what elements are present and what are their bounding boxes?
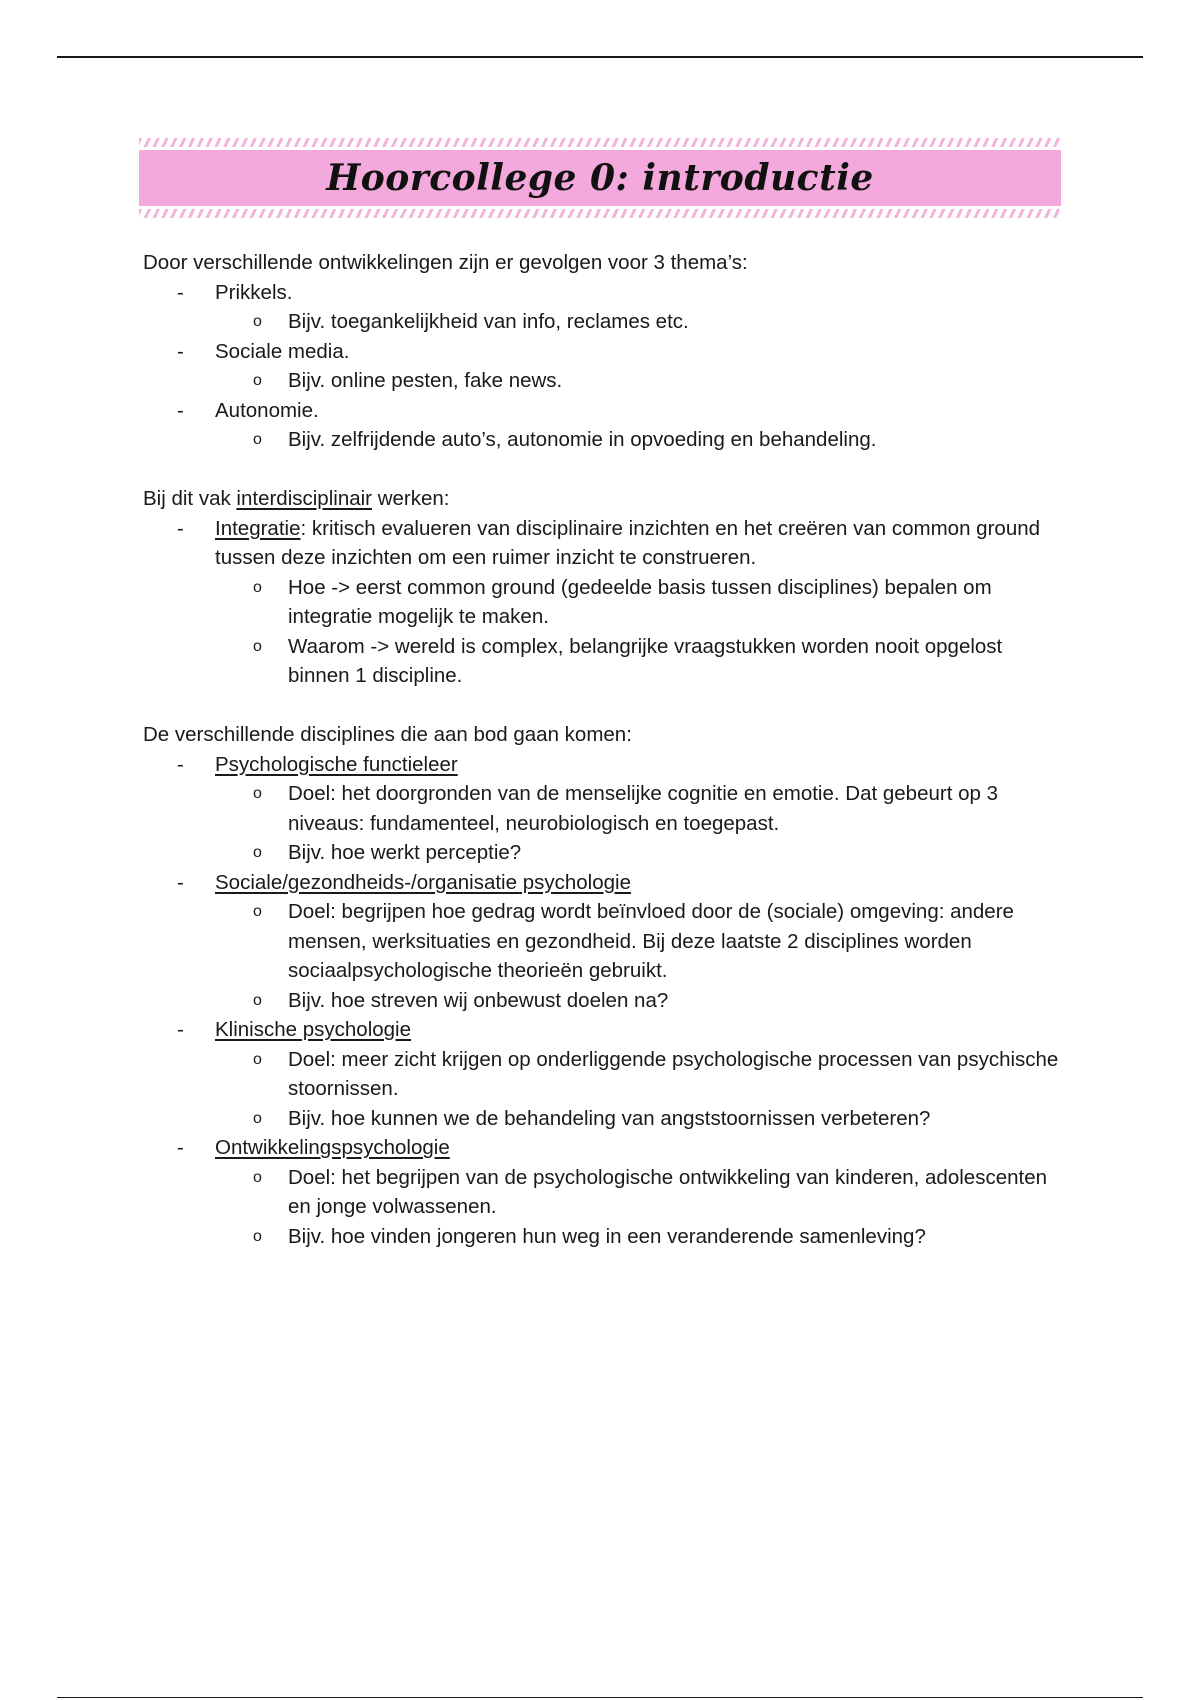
dash-bullet: - (177, 1018, 184, 1041)
title-banner (139, 138, 1061, 218)
sub-list-item: o Waarom -> wereld is complex, belangrijke vraagstukken worden nooit opgelost binnen 1 discipline. (143, 632, 1063, 691)
sub-list-item: o Bijv. hoe werkt perceptie? (143, 838, 1063, 868)
sub-list-item: o Doel: het doorgronden van de menselijke cognitie en emotie. Dat gebeurt op 3 niveaus: fundamenteel, neurobiologisch en toegepast. (143, 779, 1063, 838)
page-title: Hoorcollege 0: introductie (326, 157, 874, 199)
circle-bullet: o (253, 1050, 262, 1068)
dash-bullet: - (177, 870, 184, 894)
list-item: - Prikkels. (143, 278, 1063, 308)
list-item: - Integratie: kritisch evalueren van disciplinaire inzichten en het creëren van common ground tussen deze inzichten om een ruimer inzicht te construeren. (143, 514, 1063, 573)
circle-bullet: o (253, 372, 262, 389)
dash-bullet: - (177, 398, 184, 422)
list-item: - Ontwikkelingspsychologie (143, 1133, 1063, 1163)
section3-intro: De verschillende disciplines die aan bod gaan komen: (143, 723, 632, 746)
banner-band (139, 150, 1061, 206)
dash-bullet: - (177, 752, 184, 776)
sub-list-item: o Bijv. hoe kunnen we de behandeling van angststoornissen verbeteren? (143, 1104, 1063, 1134)
section1-intro: Door verschillende ontwikkelingen zijn er gevolgen voor 3 thema’s: (143, 251, 748, 274)
list-item: - Sociale media. (143, 337, 1063, 367)
list-item: - Psychologische functieleer (143, 750, 1063, 780)
list-item: - Klinische psychologie (143, 1015, 1063, 1045)
banner-hatch-bottom (139, 209, 1061, 218)
circle-bullet: o (253, 637, 262, 655)
header-rule (57, 56, 1143, 58)
sub-list-item: o Bijv. online pesten, fake news. (143, 366, 1063, 396)
sub-list-item: o Doel: meer zicht krijgen op onderliggende psychologische processen van psychische stoornissen. (143, 1045, 1063, 1104)
sub-list-item: o Bijv. toegankelijkheid van info, reclames etc. (143, 307, 1063, 337)
sub-list-item: o Bijv. hoe vinden jongeren hun weg in een veranderende samenleving? (143, 1222, 1063, 1252)
circle-bullet: o (253, 903, 262, 920)
list-item: - Sociale/gezondheids-/organisatie psychologie (143, 868, 1063, 898)
dash-bullet: - (177, 1136, 184, 1159)
circle-bullet: o (253, 313, 262, 330)
dash-bullet: - (177, 516, 184, 540)
section2-intro: Bij dit vak interdisciplinair werken: (143, 487, 450, 510)
circle-bullet: o (253, 991, 262, 1009)
sub-list-item: o Doel: begrijpen hoe gedrag wordt beïnvloed door de (sociale) omgeving: andere mensen, werksituaties en gezondheid. Bij deze laatste 2 disciplines worden sociaalpsychologische theorieën gebruikt. (143, 897, 1063, 986)
circle-bullet: o (253, 1227, 262, 1245)
dash-bullet: - (177, 339, 184, 363)
sub-list-item: o Doel: het begrijpen van de psychologische ontwikkeling van kinderen, adolescenten en jonge volwassenen. (143, 1163, 1063, 1222)
list-item: - Autonomie. (143, 396, 1063, 426)
document-body (143, 248, 1063, 1251)
dash-bullet: - (177, 280, 184, 304)
circle-bullet: o (253, 785, 262, 802)
footer-rule (57, 1697, 1143, 1698)
sub-list-item: o Hoe -> eerst common ground (gedeelde basis tussen disciplines) bepalen om integratie mogelijk te maken. (143, 573, 1063, 632)
circle-bullet: o (253, 1168, 262, 1186)
sub-list-item: o Bijv. hoe streven wij onbewust doelen na? (143, 986, 1063, 1016)
circle-bullet: o (253, 578, 262, 596)
sub-list-item: o Bijv. zelfrijdende auto’s, autonomie in opvoeding en behandeling. (143, 425, 1063, 455)
circle-bullet: o (253, 1109, 262, 1127)
circle-bullet: o (253, 844, 262, 861)
banner-hatch-top (139, 138, 1061, 147)
circle-bullet: o (253, 431, 262, 448)
